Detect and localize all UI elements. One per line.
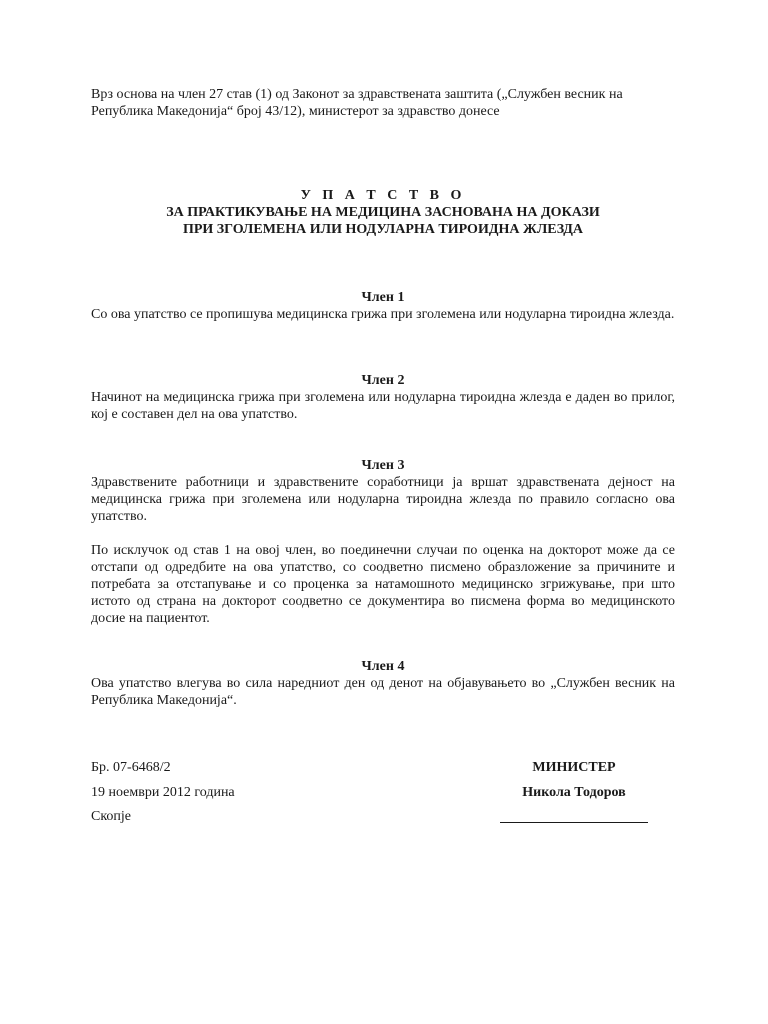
article-4-heading: Член 4 (361, 659, 405, 674)
document-title (91, 187, 675, 238)
preamble: Врз основа на член 27 став (1) од Законот за здравствената заштита („Службен весник на Република Македонија“ број 43/12), министерот за здравство донесе (91, 87, 623, 119)
article-1-text: Со ова упатство се пропишува медицинска грижа при зголемена или нодуларна тироидна жлезда. (91, 307, 675, 322)
document-date: 19 ноември 2012 година (91, 785, 235, 800)
article-3-heading: Член 3 (361, 458, 405, 473)
title-line-3: ПРИ ЗГОЛЕМЕНА ИЛИ НОДУЛАРНА ТИРОИДНА ЖЛЕЗДА (182, 222, 584, 237)
article-2-heading: Член 2 (361, 373, 405, 388)
signatory-name: Никола Тодоров (522, 785, 626, 800)
document-number: Бр. 07-6468/2 (91, 760, 171, 775)
article-3-text-1: Здравствените работници и здравствените соработници ја вршат здравствената дејност на медицинска грижа при зголемена или нодуларна тироидна жлезда по правило согласно ова упатство. (91, 475, 675, 524)
title-line-2: ЗА ПРАКТИКУВАЊЕ НА МЕДИЦИНА ЗАСНОВАНА НА ДОКАЗИ (166, 205, 600, 220)
document-place: Скопје (91, 809, 132, 824)
signatory-role: МИНИСТЕР (532, 760, 616, 775)
article-4-text: Ова упатство влегува во сила наредниот ден од денот на објавувањето во „Службен весник на Република Македонија“. (91, 676, 675, 708)
article-1-heading: Член 1 (361, 290, 405, 305)
article-2-text: Начинот на медицинска грижа при зголемена или нодуларна тироидна жлезда е даден во прилог, кој е составен дел на ова упатство. (91, 390, 675, 422)
title-line-1: У П А Т С Т В О (300, 188, 466, 203)
signature-line (500, 822, 648, 823)
article-3-text-2: По исклучок од став 1 на овој член, во поединечни случаи по оценка на докторот може да се отстапи од одредбите на ова упатство, со соодветно писмено образложение за причините и потребата за отстапување и со проценка за натамошното медицинско згрижување, при што истото од страна на докторот соодветно се документира во писмена форма во медицинското досие на пациентот. (91, 543, 675, 626)
